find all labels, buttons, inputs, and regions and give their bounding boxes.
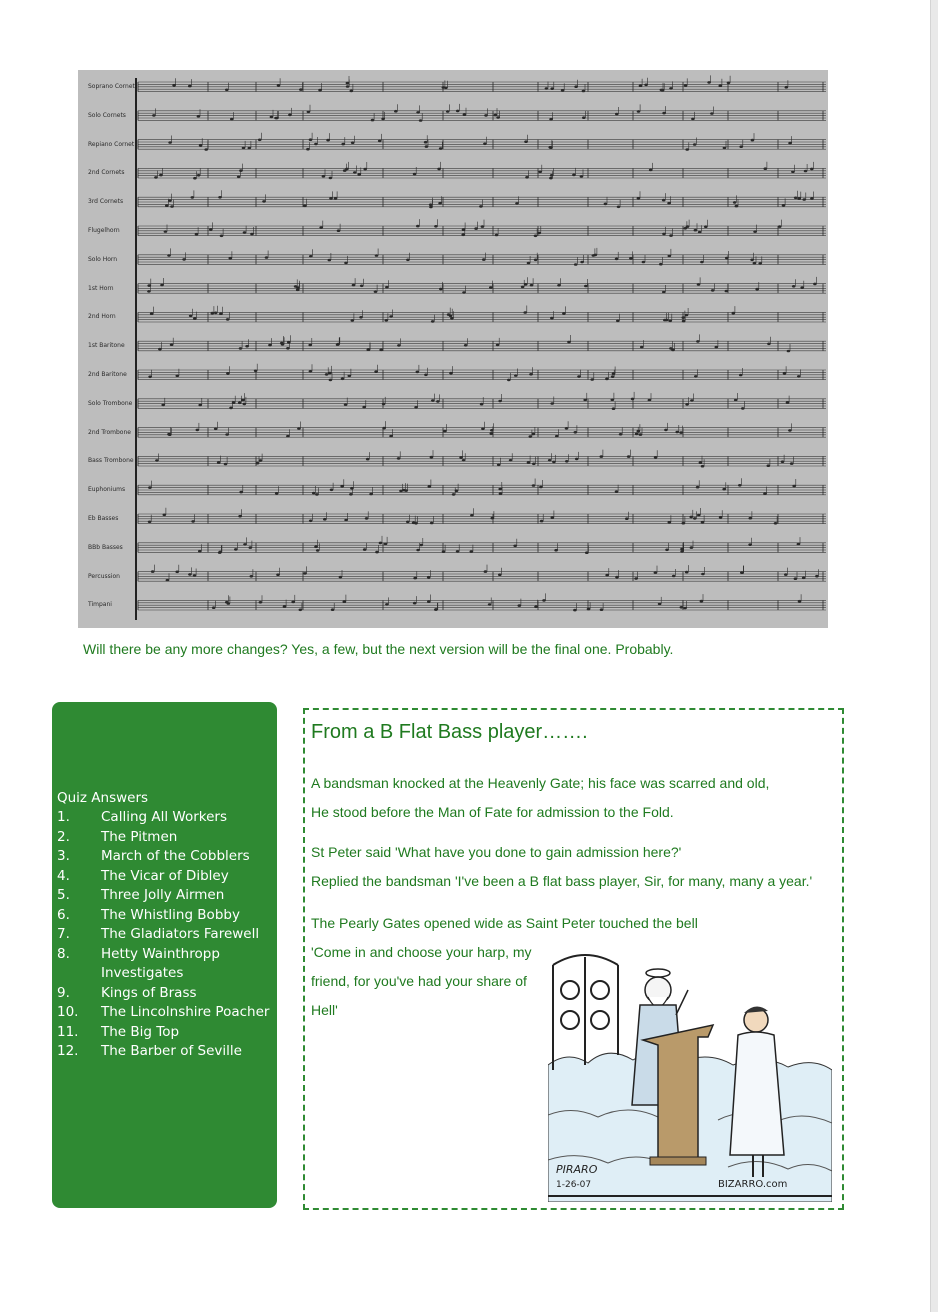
quiz-item [57, 867, 272, 887]
quiz-item [57, 847, 272, 867]
bizarro-cartoon [548, 945, 832, 1202]
score-part-label: Flugelhorn [88, 227, 120, 234]
quiz-item-text: The Big Top [101, 1023, 180, 1040]
quiz-item [57, 886, 272, 906]
score-part-label: Timpani [88, 601, 112, 609]
quiz-item-number: 11. [57, 1023, 79, 1040]
score-part-label: Euphoniums [88, 486, 126, 494]
quiz-item [57, 1042, 272, 1062]
quiz-item-text: The Barber of Seville [101, 1043, 242, 1059]
svg-text:PIRARO: PIRARO [556, 1163, 598, 1176]
score-part-label: BBb Basses [88, 543, 123, 551]
score-part-label: 2nd Baritone [88, 371, 127, 378]
poem-line: Hell' [311, 1002, 338, 1018]
quiz-item-number: 10. [57, 1004, 79, 1020]
quiz-item-number: 1. [57, 809, 70, 825]
quiz-title: Quiz Answers [57, 790, 149, 806]
score-part-label: 2nd Horn [88, 313, 116, 321]
quiz-answers-panel [52, 702, 277, 1208]
score-part-label: Repiano Cornet [88, 140, 135, 148]
poem-line: He stood before the Man of Fate for admission to the Fold. [311, 804, 674, 820]
quiz-item-text: The Lincolnshire Poacher [101, 1004, 270, 1020]
quiz-item-text: March of the Cobblers [101, 848, 250, 864]
score-caption: Will there be any more changes? Yes, a few, but the next version will be the final one. Probably. [83, 641, 674, 657]
quiz-list [57, 808, 272, 1062]
quiz-item-text: Three Jolly Airmen [101, 887, 225, 903]
music-score-image [78, 70, 828, 628]
poem-line: Replied the bandsman 'I've been a B flat bass player, Sir, for many, many a year.' [311, 873, 813, 889]
quiz-item-text: The Gladiators Farewell [101, 926, 260, 942]
quiz-item-text: The Vicar of Dibley [101, 867, 229, 884]
bass-title: From a B Flat Bass player……. [311, 721, 588, 743]
quiz-item [57, 984, 272, 1004]
cartoon-sign: BIZARRO.com [718, 1179, 788, 1190]
score-part-label: Soprano Cornet [88, 83, 135, 90]
bass-player-box [303, 708, 844, 1210]
quiz-item [57, 828, 272, 848]
quiz-item [57, 1023, 272, 1043]
score-part-label: Bass Trombone [88, 457, 134, 465]
poem-line: friend, for you've had your share of [311, 973, 527, 989]
quiz-item-number: 3. [57, 848, 70, 864]
page-edge [930, 0, 938, 1312]
score-part-label: 1st Horn [88, 284, 114, 292]
quiz-item [57, 906, 272, 926]
poem-line: 'Come in and choose your harp, my [311, 944, 532, 960]
quiz-item [57, 1003, 272, 1023]
cartoon-illustration [548, 945, 832, 1202]
quiz-item-number: 12. [57, 1043, 79, 1059]
quiz-item-number: 7. [57, 926, 70, 942]
score-part-label: 2nd Cornets [88, 169, 125, 177]
poem-line: St Peter said 'What have you done to gain admission here?' [311, 844, 682, 860]
quiz-item-text: Hetty Wainthropp Investigates [101, 945, 220, 981]
quiz-item-text: Kings of Brass [101, 984, 197, 1001]
quiz-item-number: 2. [57, 828, 70, 845]
quiz-item-number: 9. [57, 984, 70, 1001]
score-part-label: Solo Cornets [88, 111, 126, 119]
quiz-item-text: The Pitmen [101, 828, 178, 845]
quiz-item-number: 6. [57, 906, 70, 923]
quiz-item [57, 808, 272, 828]
score-part-label: Solo Trombone [88, 399, 133, 407]
score-part-label: Solo Horn [88, 255, 118, 263]
score-part-label: 1st Baritone [88, 342, 125, 350]
score-part-label: 2nd Trombone [88, 428, 131, 436]
quiz-item-text: The Whistling Bobby [101, 906, 240, 923]
score-staves [78, 70, 828, 628]
quiz-item-number: 4. [57, 867, 70, 884]
poem-line: A bandsman knocked at the Heavenly Gate; his face was scarred and old, [311, 775, 770, 791]
score-part-label: Percussion [88, 572, 120, 580]
score-part-label: Eb Basses [88, 515, 119, 522]
quiz-item-text: Calling All Workers [101, 809, 227, 825]
poem-line: The Pearly Gates opened wide as Saint Peter touched the bell [311, 915, 698, 931]
score-part-label: 3rd Cornets [88, 198, 124, 206]
quiz-item [57, 925, 272, 945]
cartoon-date: 1-26-07 [556, 1180, 592, 1190]
quiz-item-number: 8. [57, 945, 70, 962]
quiz-item-number: 5. [57, 887, 70, 903]
quiz-item [57, 945, 272, 984]
